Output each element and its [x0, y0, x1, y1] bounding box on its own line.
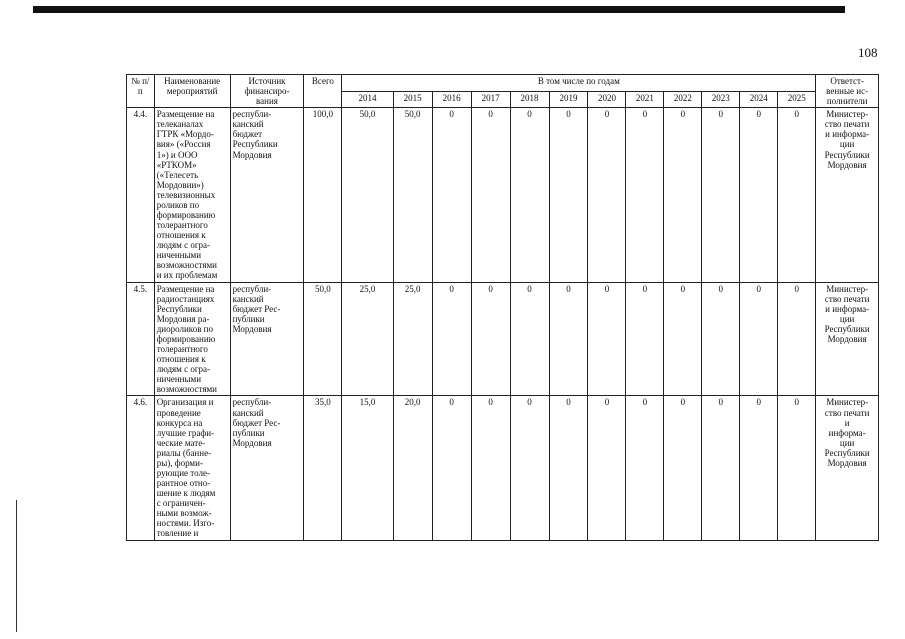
year-amount: 0 — [588, 108, 626, 282]
year-amount: 0 — [702, 396, 740, 540]
header-year: 2025 — [778, 91, 816, 108]
year-amount: 0 — [471, 396, 510, 540]
funding-source: республи- канский бюджет Рес- публики Мордовия — [230, 282, 304, 396]
responsible-executor: Министер- ство печати и информа- ции Республики Мордовия — [816, 396, 879, 540]
total-amount: 50,0 — [304, 282, 342, 396]
row-number: 4.6. — [127, 396, 155, 540]
year-amount: 0 — [471, 108, 510, 282]
row-number: 4.4. — [127, 108, 155, 282]
year-amount: 0 — [664, 282, 702, 396]
header-responsible: Ответст- венные ис- полнители — [816, 75, 879, 108]
year-amount: 0 — [740, 396, 778, 540]
year-amount: 0 — [549, 282, 588, 396]
header-source: Источник финансиро- вания — [230, 75, 304, 108]
year-amount: 0 — [778, 108, 816, 282]
year-amount: 50,0 — [342, 108, 393, 282]
year-amount: 0 — [510, 108, 549, 282]
year-amount: 0 — [588, 396, 626, 540]
header-total: Всего — [304, 75, 342, 108]
year-amount: 0 — [626, 108, 664, 282]
year-amount: 0 — [626, 396, 664, 540]
activity-name: Организация и проведение конкурса на лучшие графи- ческие мате- риалы (банне- ры), форми- рующие толе- рантное отно- шение к людям с ограничен- ными возмож- ностями. Изго- товление и — [154, 396, 230, 540]
year-amount: 0 — [664, 108, 702, 282]
year-amount: 0 — [778, 282, 816, 396]
header-year: 2024 — [740, 91, 778, 108]
header-year: 2014 — [342, 91, 393, 108]
year-amount: 0 — [626, 282, 664, 396]
year-amount: 0 — [510, 396, 549, 540]
funding-source: республи- канский бюджет Республики Мордовия — [230, 108, 304, 282]
activity-name: Размещение на радиостанциях Республики Мордовия ра- диороликов по формированию толерантного отношения к людям с огра- ниченными возможностями — [154, 282, 230, 396]
funding-source: республи- канский бюджет Рес- публики Мордовия — [230, 396, 304, 540]
total-amount: 35,0 — [304, 396, 342, 540]
year-amount: 0 — [510, 282, 549, 396]
year-amount: 0 — [549, 108, 588, 282]
row-number: 4.5. — [127, 282, 155, 396]
year-amount: 0 — [702, 282, 740, 396]
year-amount: 0 — [740, 282, 778, 396]
header-year: 2017 — [471, 91, 510, 108]
header-year: 2018 — [510, 91, 549, 108]
page-number: 108 — [858, 45, 878, 60]
year-amount: 25,0 — [393, 282, 432, 396]
table-row — [127, 108, 879, 282]
year-amount: 0 — [702, 108, 740, 282]
year-amount: 0 — [740, 108, 778, 282]
year-amount: 25,0 — [342, 282, 393, 396]
table-row — [127, 282, 879, 396]
responsible-executor: Министер- ство печати и информа- ции Республики Мордовия — [816, 282, 879, 396]
header-name: Наименование мероприятий — [154, 75, 230, 108]
header-year: 2023 — [702, 91, 740, 108]
header-year: 2020 — [588, 91, 626, 108]
year-amount: 0 — [432, 282, 471, 396]
year-amount: 0 — [588, 282, 626, 396]
year-amount: 0 — [778, 396, 816, 540]
year-amount: 50,0 — [393, 108, 432, 282]
responsible-executor: Министер- ство печати и информа- ции Республики Мордовия — [816, 108, 879, 282]
header-by-years: В том числе по годам — [342, 75, 816, 92]
year-amount: 20,0 — [393, 396, 432, 540]
header-row-1 — [127, 75, 879, 92]
year-amount: 15,0 — [342, 396, 393, 540]
header-year: 2015 — [393, 91, 432, 108]
year-amount: 0 — [549, 396, 588, 540]
year-amount: 0 — [432, 396, 471, 540]
year-amount: 0 — [471, 282, 510, 396]
header-year: 2016 — [432, 91, 471, 108]
scan-top-edge — [33, 6, 845, 13]
table-row — [127, 396, 879, 540]
scan-left-edge — [16, 500, 17, 632]
activity-name: Размещение на телеканалах ГТРК «Мордо- вия» («Россия 1») и ООО «РТКОМ» («Телесеть Мордовии») телевизионных роликов по формированию толерантного отношения к людям с огра- ниченными возможностями и их проблемам — [154, 108, 230, 282]
header-year: 2019 — [549, 91, 588, 108]
year-amount: 0 — [432, 108, 471, 282]
year-amount: 0 — [664, 396, 702, 540]
activities-table — [126, 74, 879, 541]
header-year: 2022 — [664, 91, 702, 108]
total-amount: 100,0 — [304, 108, 342, 282]
header-year: 2021 — [626, 91, 664, 108]
header-num: № п/п — [127, 75, 155, 108]
